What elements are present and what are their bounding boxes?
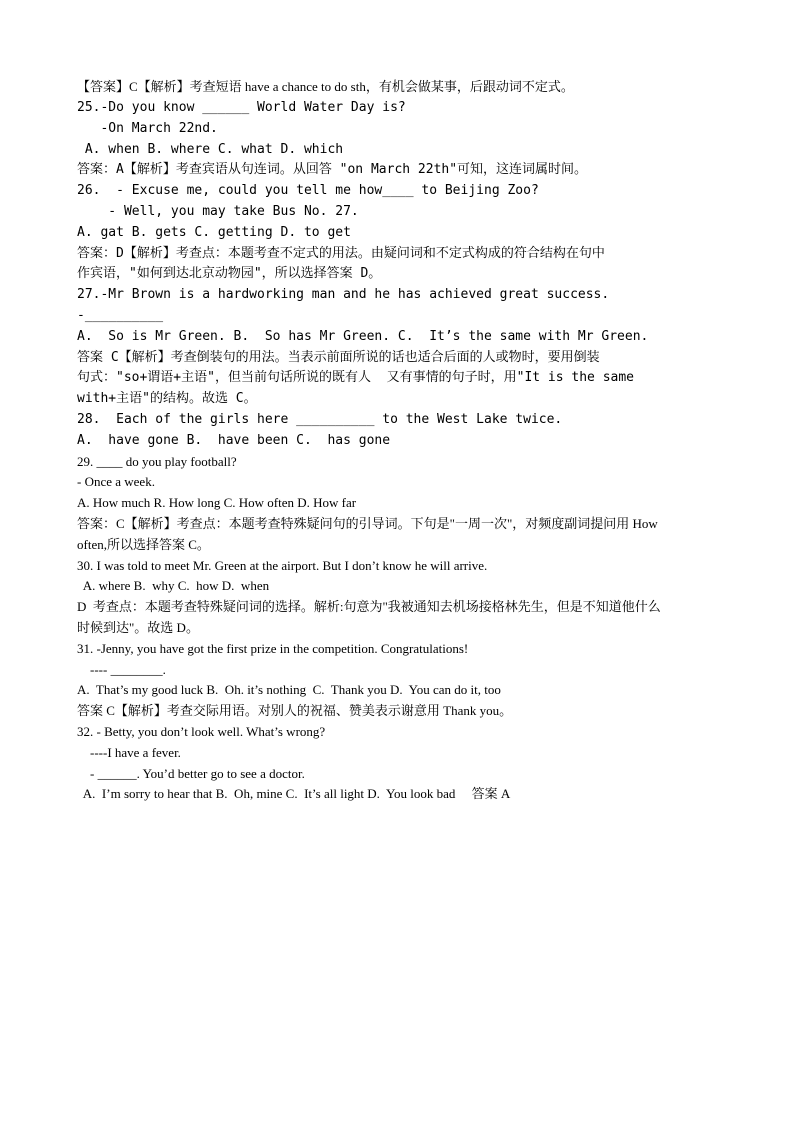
- answer-29-line-1: 答案：C【解析】考查点：本题考查特殊疑问句的引导词。下句是"一周一次"，对频度副词提问用 How: [77, 516, 658, 531]
- question-25-options: A. when B. where C. what D. which: [77, 142, 344, 157]
- question-27: 27.-Mr Brown is a hardworking man and he has achieved great success.: [77, 287, 610, 302]
- question-30: 30. I was told to meet Mr. Green at the airport. But I don’t know he will arrive.: [77, 558, 488, 573]
- question-31: 31. -Jenny, you have got the first prize in the competition. Congratulations!: [77, 641, 469, 656]
- answer-26-line-2: 作宾语，"如何到达北京动物园"，所以选择答案 D。: [77, 266, 382, 281]
- question-31-options: A. That’s my good luck B. Oh. it’s nothing C. Thank you D. You can do it, too: [77, 682, 501, 697]
- question-28: 28. Each of the girls here __________ to the West Lake twice.: [77, 412, 563, 427]
- answer-27-line-2: 句式："so+谓语+主语"，但当前句话所说的既有人 又有事情的句子时，用"It is the same: [77, 370, 635, 385]
- answer-24-line: 【答案】C【解析】考查短语 have a chance to do sth，有机会做某事，后跟动词不定式。: [77, 79, 574, 94]
- answer-27-line-1: 答案 C【解析】考查倒装句的用法。当表示前面所说的话也适合后面的人或物时，要用倒装: [77, 350, 600, 365]
- question-27-reply: -__________: [77, 308, 164, 323]
- question-27-options: A. So is Mr Green. B. So has Mr Green. C. It’s the same with Mr Green.: [77, 329, 649, 344]
- question-29-reply: - Once a week.: [77, 474, 155, 489]
- question-28-options: A. have gone B. have been C. has gone: [77, 433, 391, 448]
- answer-30-line-1: D 考查点：本题考查特殊疑问词的选择。解析:句意为"我被通知去机场接格林先生，但是不知道他什么: [77, 599, 661, 614]
- question-32: 32. - Betty, you don’t look well. What’s wrong?: [77, 724, 326, 739]
- answer-25: 答案：A【解析】考查宾语从句连词。从回答 "on March 22th"可知，这连词属时间。: [77, 162, 588, 177]
- answer-29-line-2: often,所以选择答案 C。: [77, 537, 210, 552]
- question-29: 29. ____ do you play football?: [77, 454, 237, 469]
- question-25-reply: -On March 22nd.: [77, 121, 218, 136]
- question-31-reply: ---- ________.: [77, 662, 166, 677]
- answer-30-line-2: 时候到达"。故选 D。: [77, 620, 199, 635]
- question-26: 26. - Excuse me, could you tell me how____ to Beijing Zoo?: [77, 183, 539, 198]
- question-32-options: A. I’m sorry to hear that B. Oh, mine C. It’s all light D. You look bad 答案 A: [77, 786, 511, 801]
- question-29-options: A. How much R. How long C. How often D. How far: [77, 495, 357, 510]
- question-32-reply-1: ----I have a fever.: [77, 745, 181, 760]
- answer-31: 答案 C【解析】考查交际用语。对别人的祝福、赞美表示谢意用 Thank you。: [77, 703, 513, 718]
- question-26-reply: - Well, you may take Bus No. 27.: [77, 204, 359, 219]
- answer-27-line-3: with+主语"的结构。故选 C。: [77, 391, 257, 406]
- question-25: 25.-Do you know ______ World Water Day is?: [77, 100, 406, 115]
- answer-26-line-1: 答案：D【解析】考查点：本题考查不定式的用法。由疑问词和不定式构成的符合结构在句中: [77, 246, 605, 261]
- question-32-reply-2: - ______. You’d better go to see a doctor.: [77, 766, 305, 781]
- question-26-options: A. gat B. gets C. getting D. to get: [77, 225, 351, 240]
- question-30-options: A. where B. why C. how D. when: [77, 578, 270, 593]
